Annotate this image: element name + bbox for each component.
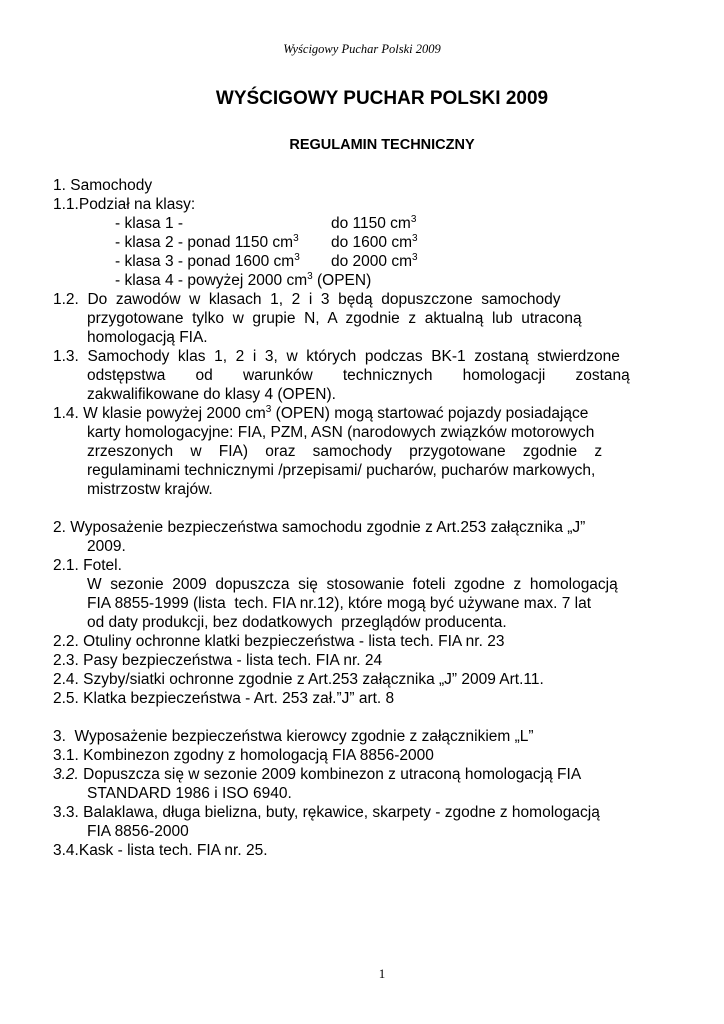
page-number: 1 bbox=[378, 966, 386, 981]
paragraph-3-3-line: 3.3. Balaklawa, długa bielizna, buty, rękawice, skarpety - zgodne z homologacją bbox=[53, 804, 600, 821]
paragraph-3-2-line: STANDARD 1986 i ISO 6940. bbox=[87, 785, 292, 802]
document-body bbox=[53, 176, 658, 860]
section-2-heading: 2. Wyposażenie bezpieczeństwa samochodu zgodnie z Art.253 załącznika „J” bbox=[53, 519, 586, 536]
class-label: - klasa 3 - ponad 1600 cm bbox=[115, 253, 295, 270]
class-row-4: - klasa 4 - powyżej 2000 $cm^3$ (OPEN) bbox=[115, 270, 372, 289]
class-row-3: - klasa 3 - ponad 1600 $cm^3$ do 2000 $cm^3$ bbox=[115, 251, 418, 270]
paragraph-1-3-line: odstępstwa od warunków technicznych homologacji zostaną bbox=[87, 367, 630, 384]
paragraph-1-3-line: zakwalifikowane do klasy 4 (OPEN). bbox=[87, 386, 336, 403]
paragraph-2-1-line: W sezonie 2009 dopuszcza się stosowanie foteli zgodne z homologacją bbox=[87, 576, 618, 593]
paragraph-1-4-line: karty homologacyjne: FIA, PZM, ASN (narodowych związków motorowych bbox=[87, 424, 595, 441]
section-1-heading: 1. Samochody bbox=[53, 177, 153, 194]
paragraph-1-4-line: zrzeszonych w FIA) oraz samochody przygotowane zgodnie z bbox=[87, 443, 603, 460]
paragraph-3-3-line: FIA 8856-2000 bbox=[87, 823, 189, 840]
paragraph-2-1-line: FIA 8855-1999 (lista tech. FIA nr.12), które mogą być używane max. 7 lat bbox=[87, 595, 591, 612]
running-header: Wyścigowy Puchar Polski 2009 bbox=[283, 42, 441, 56]
paragraph-1-2-line: przygotowane tylko w grupie N, A zgodnie z aktualną lub utraconą bbox=[87, 310, 582, 327]
section-2-heading-cont: 2009. bbox=[87, 538, 126, 555]
paragraph-1-3-line: 1.3. Samochody klas 1, 2 i 3, w których podczas BK-1 zostaną stwierdzone bbox=[53, 348, 620, 365]
class-label: - klasa 2 - ponad 1150 cm bbox=[115, 234, 294, 251]
paragraph-1-2-line: 1.2. Do zawodów w klasach 1, 2 i 3 będą dopuszczone samochody bbox=[53, 291, 561, 308]
class-label: - klasa 4 - powyżej 2000 cm bbox=[115, 272, 308, 289]
paragraph-1-4-line: regulaminami technicznymi /przepisami/ pucharów, pucharów markowych, bbox=[87, 462, 596, 479]
class-capacity: (OPEN) bbox=[316, 272, 372, 289]
paragraph-3-1: 3.1. Kombinezon zgodny z homologacją FIA 8856-2000 bbox=[53, 747, 434, 764]
class-row-2: - klasa 2 - ponad 1150 $cm^3$ do 1600 $cm^3$ bbox=[115, 232, 418, 251]
class-capacity: do 1600 $cm^3$ bbox=[331, 232, 418, 251]
paragraph-1-4-line: 1.4. W klasie powyżej 2000 $cm^3$ (OPEN) mogą startować pojazdy posiadające bbox=[53, 403, 589, 422]
class-capacity: do 2000 $cm^3$ bbox=[331, 251, 418, 270]
class-capacity: do 1150 $cm^3$ bbox=[331, 213, 417, 232]
section-3-heading: 3. Wyposażenie bezpieczeństwa kierowcy zgodnie z załącznikiem „L” bbox=[53, 728, 534, 745]
paragraph-3-2-line: 3.2. Dopuszcza się w sezonie 2009 kombinezon z utraconą homologacją FIA bbox=[53, 766, 582, 783]
class-row-1 bbox=[53, 214, 658, 233]
document-title: WYŚCIGOWY PUCHAR POLSKI 2009 bbox=[215, 88, 549, 109]
document-subtitle: REGULAMIN TECHNICZNY bbox=[289, 137, 475, 153]
section-2-1-heading: 2.1. Fotel. bbox=[53, 557, 122, 574]
list-item: 2.3. Pasy bezpieczeństwa - lista tech. FIA nr. 24 bbox=[53, 652, 383, 669]
paragraph-3-4: 3.4.Kask - lista tech. FIA nr. 25. bbox=[53, 842, 268, 859]
list-item: 2.2. Otuliny ochronne klatki bezpieczeństwa - lista tech. FIA nr. 23 bbox=[53, 633, 505, 650]
section-1-1-heading: 1.1.Podział na klasy: bbox=[53, 196, 196, 213]
list-item: 2.4. Szyby/siatki ochronne zgodnie z Art.253 załącznika „J” 2009 Art.11. bbox=[53, 671, 544, 688]
list-item: 2.5. Klatka bezpieczeństwa - Art. 253 zał.”J” art. 8 bbox=[53, 690, 395, 707]
paragraph-1-4-line: mistrzostw krajów. bbox=[87, 481, 213, 498]
paragraph-1-2-line: homologacją FIA. bbox=[87, 329, 208, 346]
class-label: - klasa 1 - bbox=[115, 215, 184, 232]
paragraph-2-1-line: od daty produkcji, bez dodatkowych przeglądów producenta. bbox=[87, 614, 507, 631]
